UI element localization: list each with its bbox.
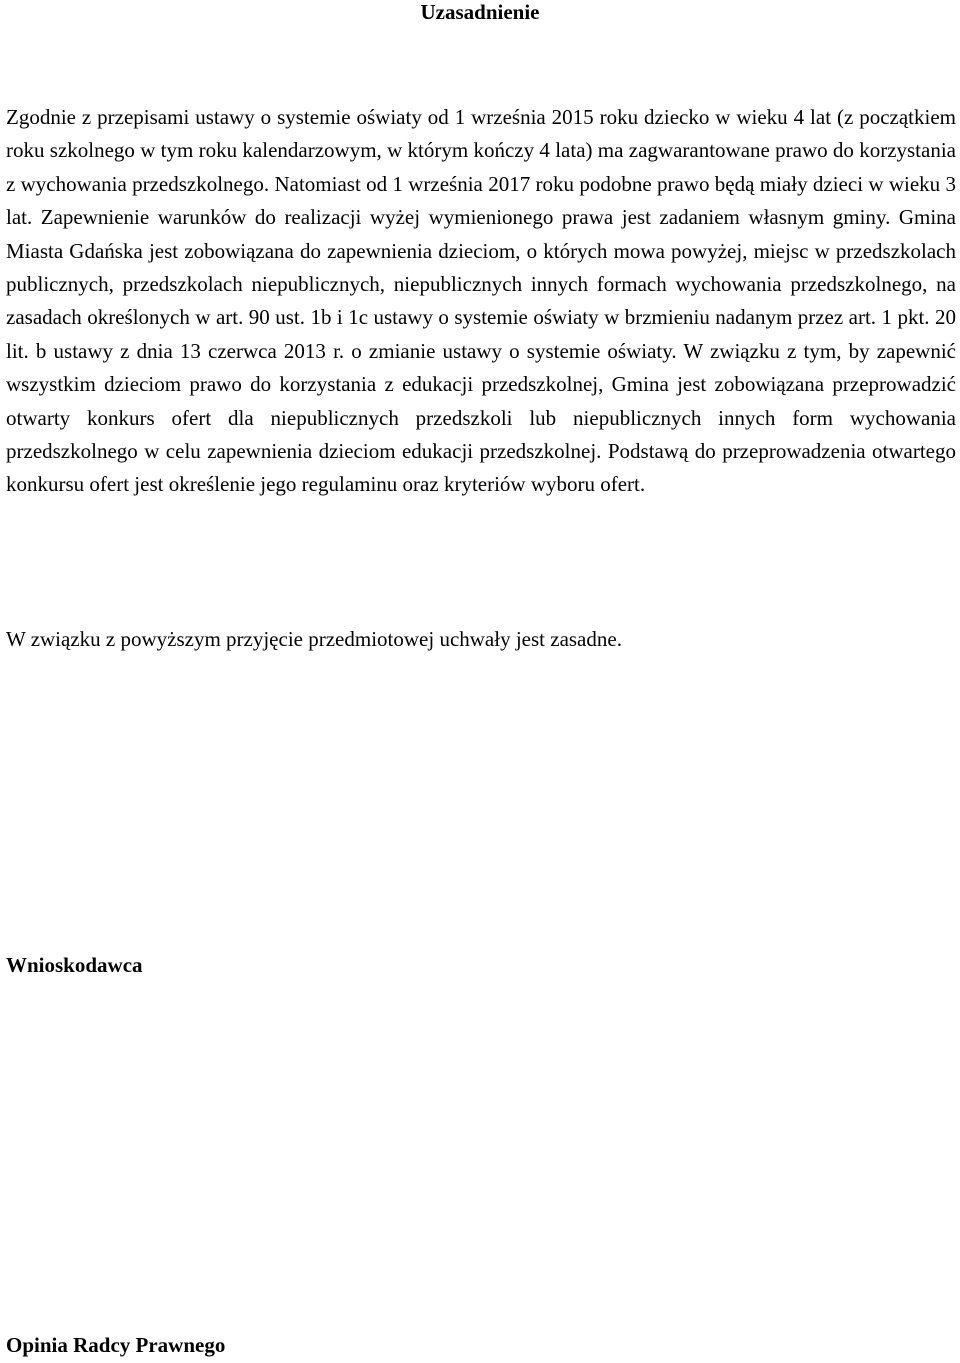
conclusion-paragraph: W związku z powyższym przyjęcie przedmiotowej uchwały jest zasadne. (6, 627, 622, 651)
justification-paragraph: Zgodnie z przepisami ustawy o systemie oświaty od 1 września 2015 roku dziecko w wieku 4 lat (z początkiem roku szkolnego w tym roku kalendarzowym, w którym kończy 4 lata) ma zagwarantowane prawo do korzystania z wychowania przedszkolnego. Natomiast od 1 września 2017 roku podobne prawo będą miały dzieci w wieku 3 lat. Zapewnienie warunków do realizacji wyżej wymienionego prawa jest zadaniem własnym gminy. Gmina Miasta Gdańska jest zobowiązana do zapewnienia dzieciom, o których mowa powyżej, miejsc w przedszkolach publicznych, przedszkolach niepublicznych, niepublicznych innych formach wychowania przedszkolnego, na zasadach określonych w art. 90 ust. 1b i 1c ustawy o systemie oświaty w brzmieniu nadanym przez art. 1 pkt. 20 lit. b ustawy z dnia 13 czerwca 2013 r. o zmianie ustawy o systemie oświaty. W związku z tym, by zapewnić wszystkim dzieciom prawo do korzystania z edukacji przedszkolnej, Gmina jest zobowiązana przeprowadzić otwarty konkurs ofert dla niepublicznych przedszkoli lub niepublicznych innych form wychowania przedszkolnego w celu zapewnienia dzieciom edukacji przedszkolnej. Podstawą do przeprowadzenia otwartego konkursu ofert jest określenie jego regulaminu oraz kryteriów wyboru ofert. (6, 105, 956, 497)
document-title: Uzasadnienie (420, 0, 540, 24)
legal-opinion-section-heading: Opinia Radcy Prawnego (6, 1333, 226, 1357)
applicant-section-heading: Wnioskodawca (6, 953, 143, 977)
